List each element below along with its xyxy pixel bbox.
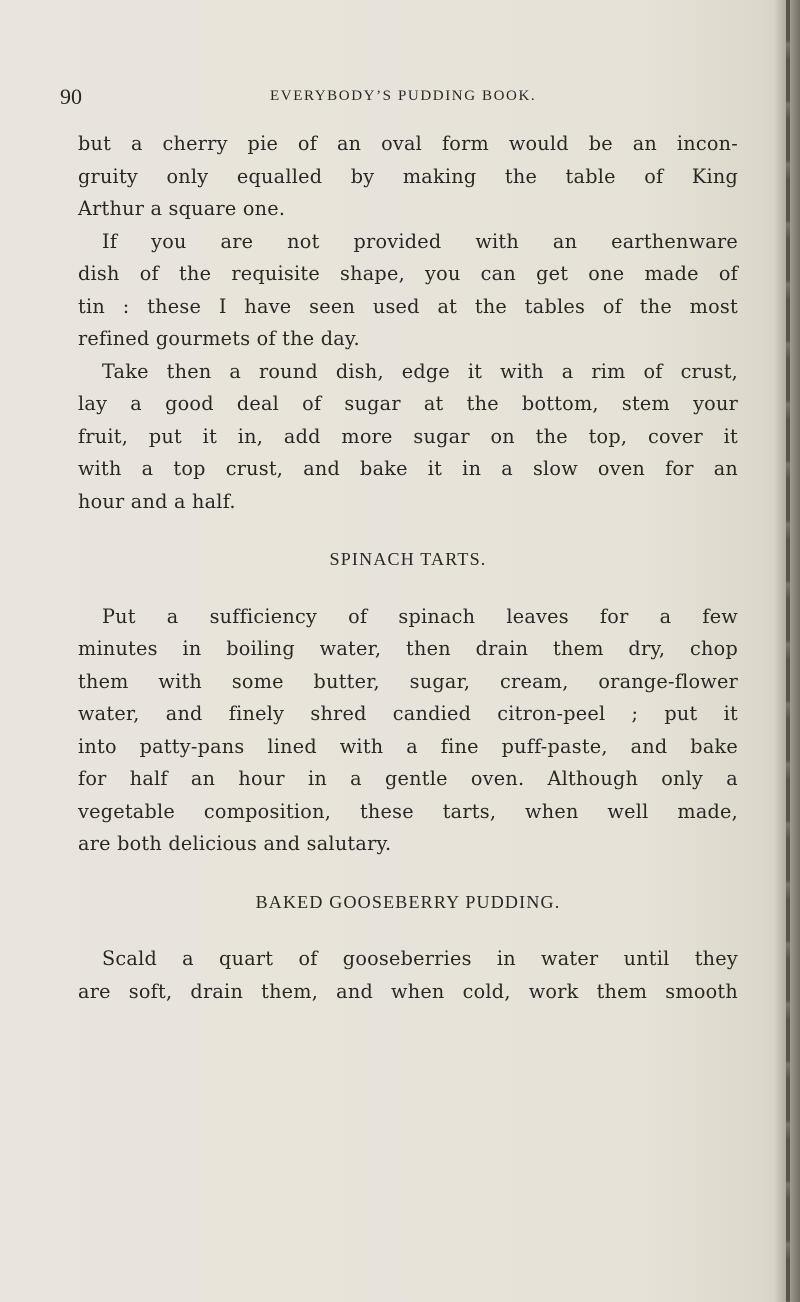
text-line: are both delicious and salutary.: [78, 832, 392, 855]
text-line: hour and a half.: [78, 489, 236, 513]
text-line: vegetable composition, these tarts, when well made,: [78, 799, 738, 823]
text-line: with a top crust, and bake it in a slow oven for an: [78, 457, 738, 480]
text-line: gruity only equalled by making the table of King: [78, 164, 738, 188]
text-line: fruit, put it in, add more sugar on the top, cover it: [78, 424, 738, 448]
text-line: tin : these I have seen used at the tables of the most: [78, 294, 738, 318]
text-line: Arthur a square one.: [78, 197, 286, 220]
page-binding-edge: [786, 0, 790, 1302]
text-line: them with some butter, sugar, cream, orange-flower: [78, 669, 738, 693]
page-header: [60, 84, 740, 114]
page-number: 90: [60, 84, 82, 109]
text-line: Scald a quart of gooseberries in water until they: [102, 947, 738, 970]
text-line: water, and finely shred candied citron-peel ; put it: [78, 702, 738, 725]
text-line: minutes in boiling water, then drain them dry, chop: [78, 637, 738, 660]
section-heading-gooseberry: BAKED GOOSEBERRY PUDDING.: [255, 891, 561, 912]
text-line: If you are not provided with an earthenware: [102, 229, 738, 253]
section-gap: [78, 576, 738, 601]
text-line: for half an hour in a gentle oven. Although only a: [78, 767, 738, 790]
text-line: are soft, drain them, and when cold, work them smooth: [78, 979, 738, 1003]
section-gap: [78, 918, 738, 943]
text-line: lay a good deal of sugar at the bottom, stem your: [78, 392, 738, 415]
text-line: Take then a round dish, edge it with a rim of crust,: [102, 359, 738, 383]
running-head: EVERYBODY’S PUDDING BOOK.: [270, 88, 537, 104]
section-gap: [78, 861, 738, 886]
page-body: [78, 128, 738, 1008]
section-heading-spinach: SPINACH TARTS.: [329, 549, 487, 569]
text-line: but a cherry pie of an oval form would be an incon-: [78, 132, 738, 155]
text-line: Put a sufficiency of spinach leaves for a few: [102, 604, 738, 628]
text-line: into patty-pans lined with a fine puff-paste, and bake: [78, 734, 738, 758]
section-gap: [78, 518, 738, 543]
text-line: refined gourmets of the day.: [78, 327, 360, 350]
text-line: dish of the requisite shape, you can get one made of: [78, 262, 738, 285]
